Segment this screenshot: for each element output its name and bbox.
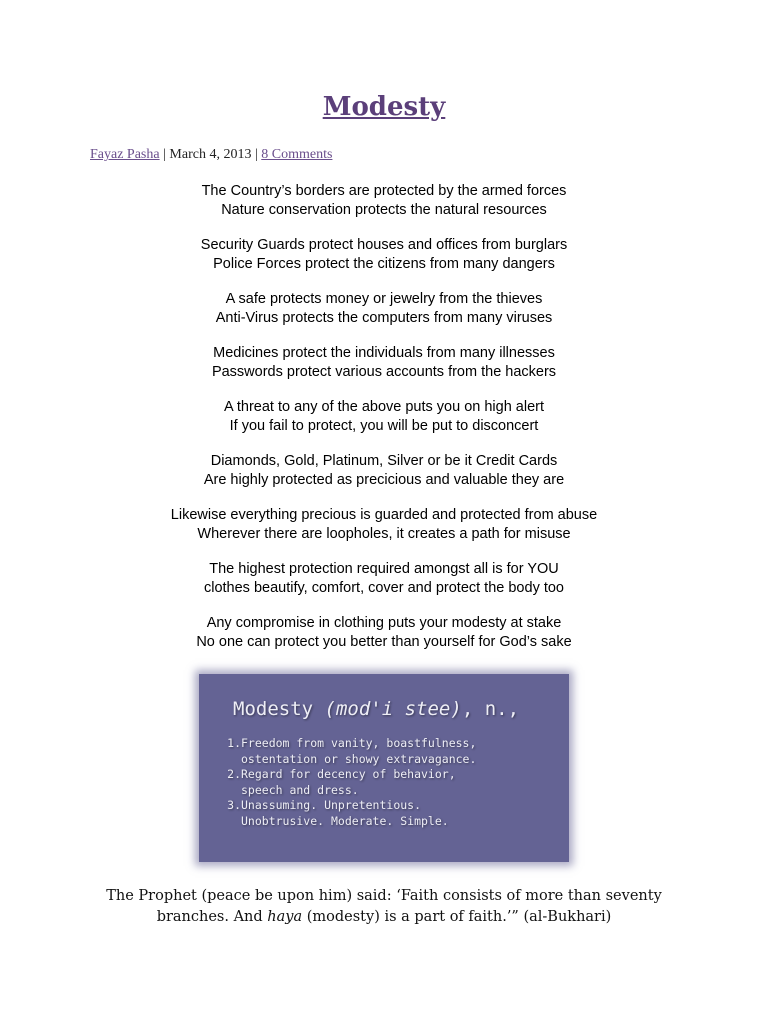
poem-line: Medicines protect the individuals from many illnesses [213, 345, 555, 361]
poem-line: clothes beautify, comfort, cover and protect the body too [203, 580, 564, 596]
poem-line: Wherever there are loopholes, it creates a path for misuse [197, 526, 571, 542]
definition-item [215, 736, 476, 767]
poem-stanza [0, 452, 768, 490]
definition-number: 1. [227, 736, 241, 750]
definition-heading [233, 698, 519, 720]
quote-text: branches. And [156, 909, 268, 925]
poem-stanza [0, 506, 768, 544]
definition-pronunciation: (mod'i stee) [324, 698, 462, 720]
poem-line: Any compromise in clothing puts your modesty at stake [206, 615, 562, 631]
poem-line: The Country’s borders are protected by the armed forces [201, 183, 567, 199]
definition-line: Unobtrusive. Moderate. Simple. [241, 813, 449, 828]
definition-line: Regard for decency of behavior, [241, 767, 456, 781]
poem-line: No one can protect you better than yourself for God’s sake [196, 634, 572, 650]
byline-separator: | [163, 147, 166, 162]
poem-stanza [0, 344, 768, 382]
poem-stanza [0, 182, 768, 220]
article-title[interactable]: Modesty [322, 92, 446, 122]
poem-line: Security Guards protect houses and offices from burglars [200, 237, 568, 253]
definition-line: speech and dress. [241, 782, 359, 797]
byline [90, 147, 332, 163]
poem-line: Passwords protect various accounts from the hackers [211, 364, 557, 380]
poem-line: A safe protects money or jewelry from the thieves [225, 291, 543, 307]
definition-part-of-speech: , n., [461, 698, 520, 720]
poem [0, 182, 768, 668]
poem-line: Anti-Virus protects the computers from many viruses [215, 310, 553, 326]
author-link[interactable]: Fayaz Pasha [90, 147, 160, 162]
poem-stanza [0, 290, 768, 328]
poem-line: The highest protection required amongst all is for YOU [209, 561, 559, 577]
comments-link[interactable]: 8 Comments [261, 147, 333, 162]
definition-line: Freedom from vanity, boastfulness, [241, 736, 477, 750]
byline-separator: | [254, 147, 258, 162]
post-date: March 4, 2013 [169, 147, 252, 162]
poem-line: If you fail to protect, you will be put to disconcert [229, 418, 539, 434]
poem-line: Police Forces protect the citizens from many dangers [213, 256, 555, 272]
quote-line: The Prophet (peace be upon him) said: ‘Faith consists of more than seventy [106, 888, 662, 904]
poem-line: Nature conservation protects the natural resources [221, 202, 547, 218]
definition-image [199, 674, 569, 862]
definition-line: Unassuming. Unpretentious. [241, 798, 422, 812]
poem-line: Likewise everything precious is guarded and protected from abuse [170, 507, 598, 523]
definition-word: Modesty [233, 698, 314, 720]
definition-line: ostentation or showy extravagance. [241, 751, 477, 766]
poem-line: Diamonds, Gold, Platinum, Silver or be it Credit Cards [210, 453, 558, 469]
quote-text: (modesty) is a part of faith.’” (al-Bukhari) [302, 909, 612, 925]
definition-item [215, 767, 476, 798]
hadith-quote [0, 886, 768, 928]
quote-emphasis: haya [267, 909, 303, 925]
definition-number: 2. [227, 767, 241, 781]
definition-list [215, 736, 476, 829]
poem-line: A threat to any of the above puts you on high alert [223, 399, 545, 415]
poem-stanza [0, 560, 768, 598]
definition-number: 3. [227, 798, 241, 812]
poem-line: Are highly protected as precicious and valuable they are [203, 472, 565, 488]
definition-item [215, 798, 476, 829]
quote-line [0, 907, 768, 928]
poem-stanza [0, 614, 768, 652]
poem-stanza [0, 398, 768, 436]
poem-stanza [0, 236, 768, 274]
